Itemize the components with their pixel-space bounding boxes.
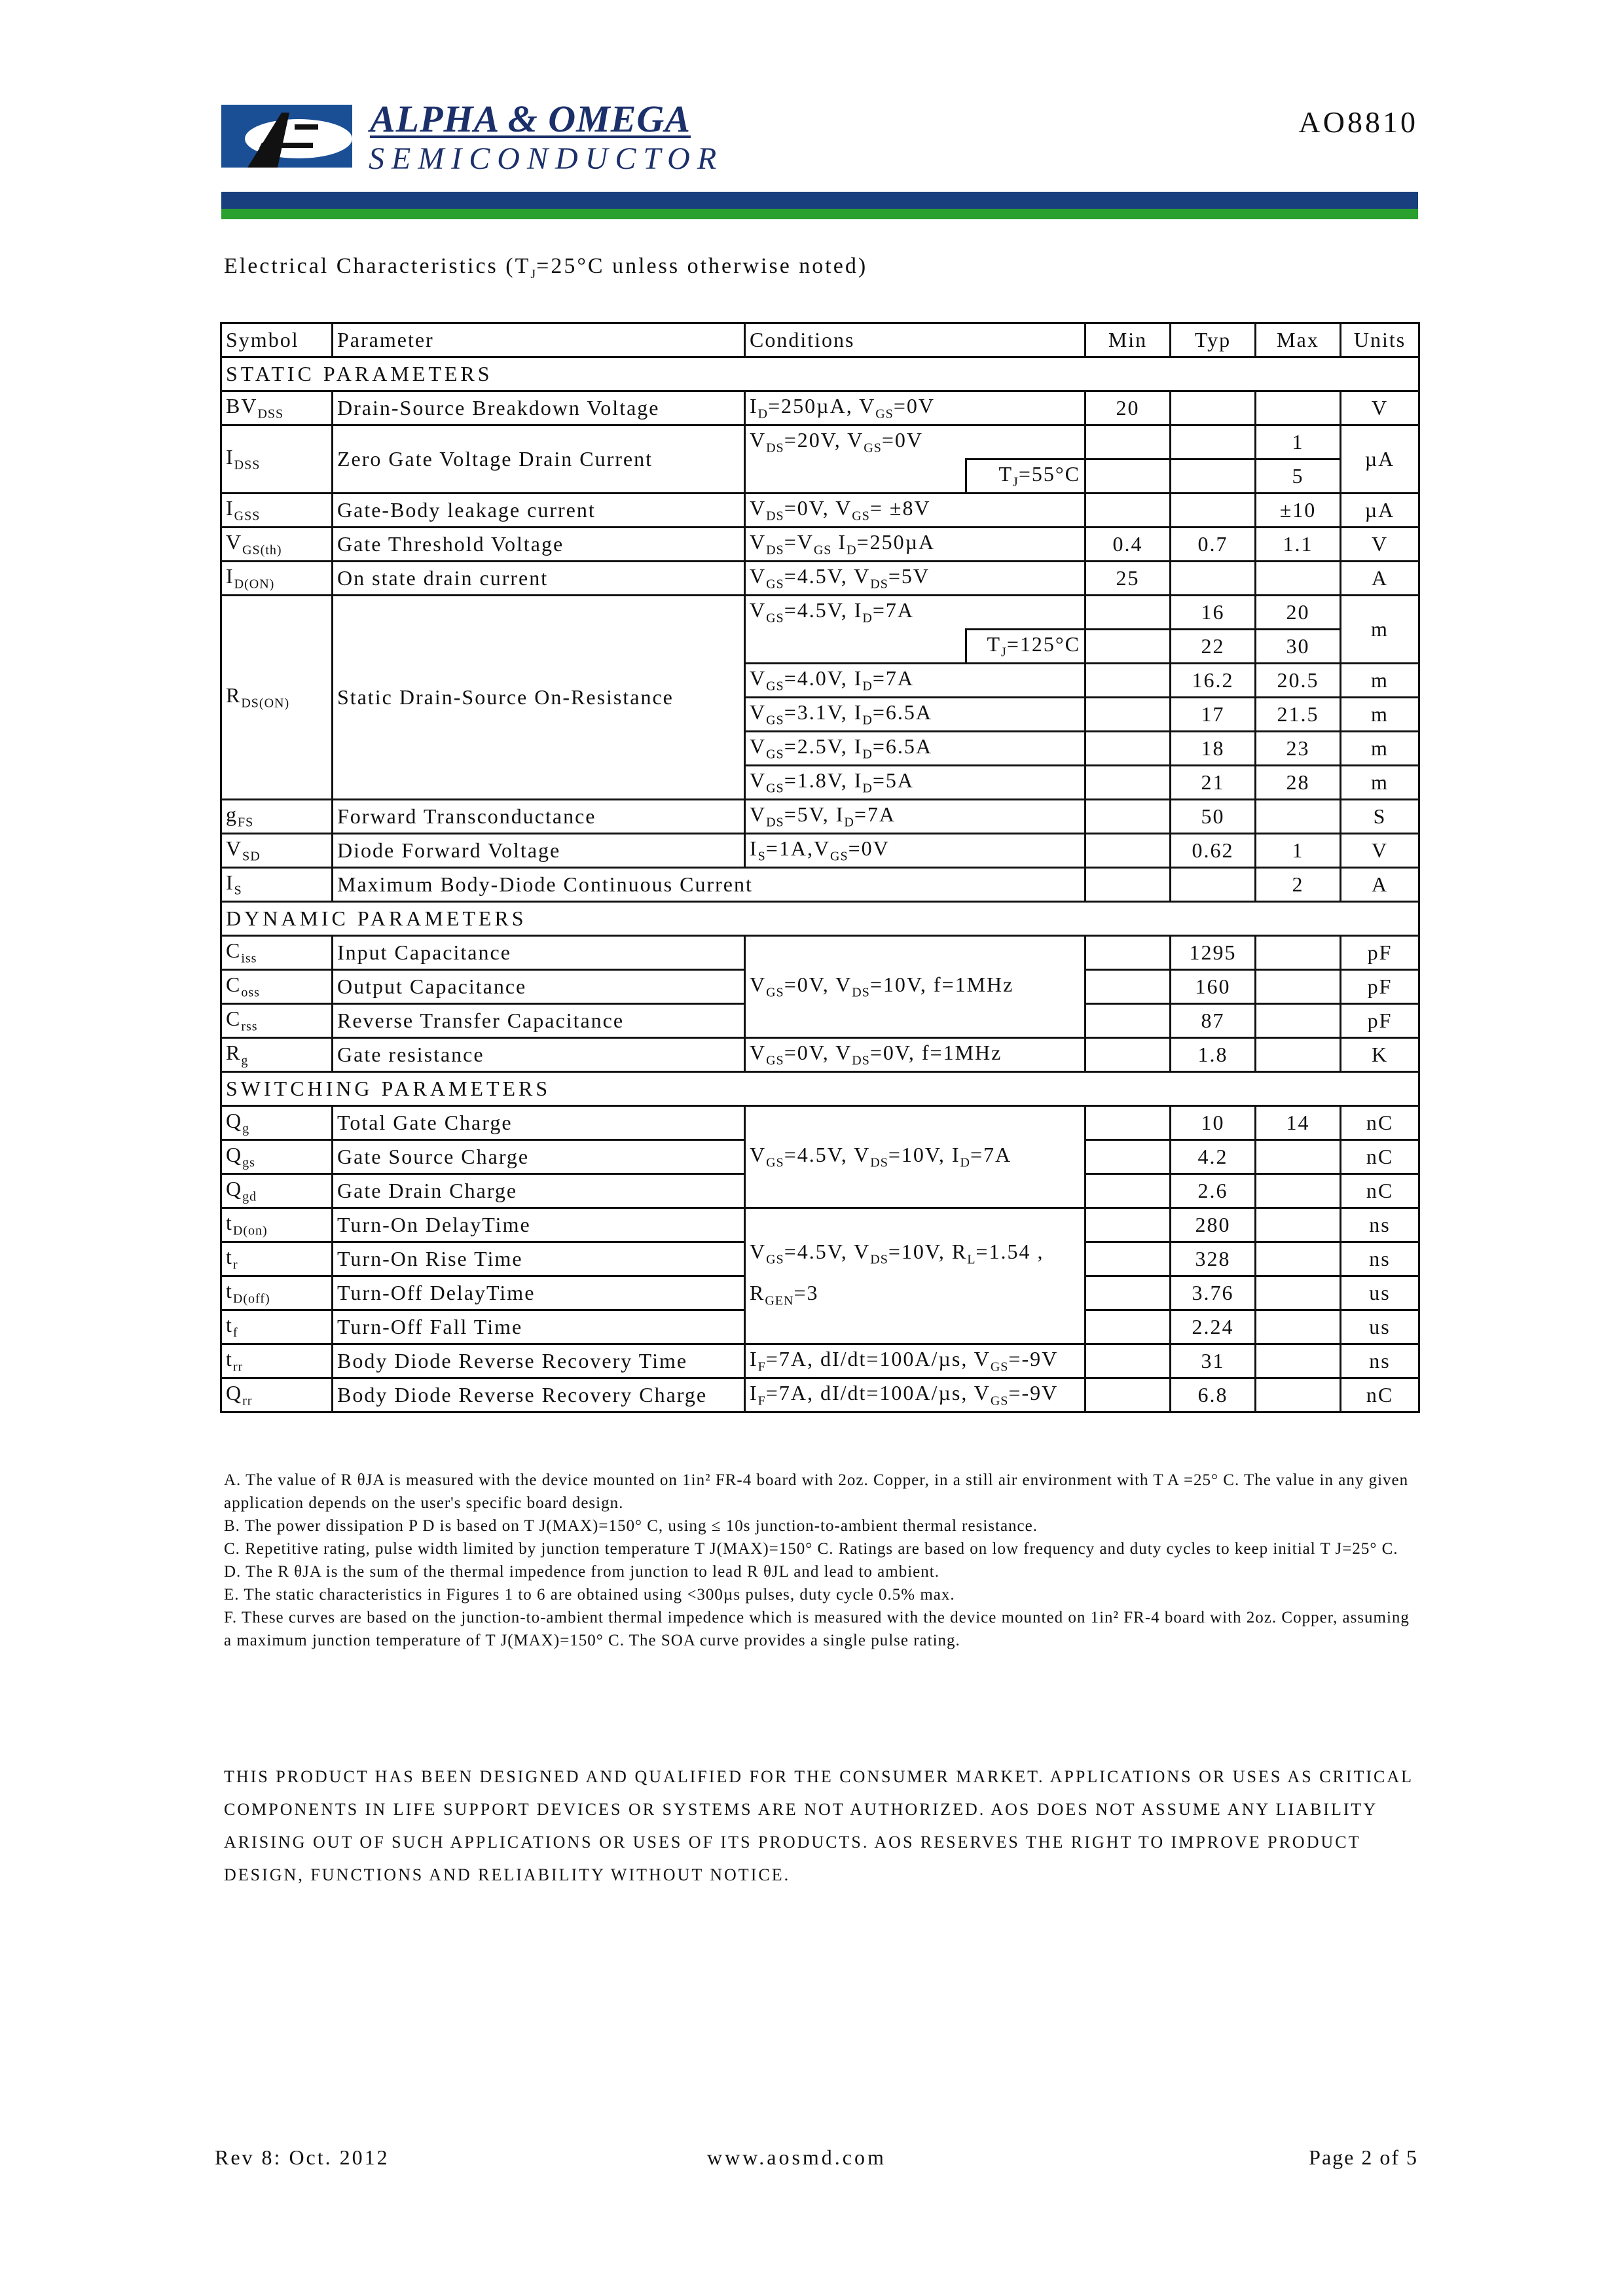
conditions-cell: $V_{GS}=4.5V$, $V_{DS}=10V$, $I_D=7A$ [745,1106,1085,1208]
unit-cell: µA [1341,425,1419,493]
col-header-typ: Typ [1171,323,1256,357]
conditions-cell: $V_{GS}=4.5V$, $V_{DS}=10V$, $R_L=1.54$ , $R_{GEN}=3$ [745,1208,1085,1344]
min-cell [1085,766,1171,800]
typ-cell: 6.8 [1171,1378,1256,1412]
min-cell [1085,1140,1171,1174]
max-cell: 30 [1256,630,1341,664]
col-header-conditions: Conditions [745,323,1085,357]
company-subtitle: SEMICONDUCTOR [369,141,724,176]
unit-cell: A [1341,868,1419,902]
electrical-characteristics-table [220,322,1420,1413]
typ-cell [1171,868,1256,902]
typ-cell [1171,493,1256,528]
table-row [221,1344,1419,1378]
typ-cell: 50 [1171,800,1256,834]
min-cell [1085,1378,1171,1412]
symbol-cell: $t_{D(off)}$ [221,1276,333,1310]
col-header-symbol: Symbol [221,323,333,357]
min-cell [1085,1208,1171,1242]
header-rule-blue [221,192,1418,209]
conditions-cell: $I_F=7A$, dI/dt=100A/µs, $V_{GS}=-9V$ [745,1378,1085,1412]
min-cell [1085,1310,1171,1344]
unit-cell: ns [1341,1344,1419,1378]
company-logo [221,105,352,168]
col-header-parameter: Parameter [333,323,745,357]
unit-cell: m [1341,698,1419,732]
table-row [221,562,1419,596]
max-cell [1256,970,1341,1004]
typ-cell: 2.6 [1171,1174,1256,1208]
symbol-cell: $R_g$ [221,1038,333,1072]
symbol-cell: $t_{rr}$ [221,1344,333,1378]
max-cell: 21.5 [1256,698,1341,732]
max-cell: 14 [1256,1106,1341,1140]
symbol-cell: $I_{DSS}$ [221,425,333,493]
typ-cell: 16.2 [1171,664,1256,698]
typ-cell: 17 [1171,698,1256,732]
typ-cell: 87 [1171,1004,1256,1038]
min-cell [1085,630,1171,664]
logo-mark-icon [221,105,352,168]
company-name: ALPHA & OMEGA [370,98,691,140]
min-cell [1085,425,1171,459]
min-cell [1085,1106,1171,1140]
disclaimer: THIS PRODUCT HAS BEEN DESIGNED AND QUALIFIED FOR THE CONSUMER MARKET. APPLICATIONS OR USES AS CRITICAL COMPONENTS IN LIFE SUPPORT DEVICES OR SYSTEMS ARE NOT AUTHORIZED. AOS DOES NOT ASSUME ANY LIABILITY ARISING OUT OF SUCH APPLICATIONS OR USES OF ITS PRODUCTS. AOS RESERVES THE RIGHT TO IMPROVE PRODUCT DESIGN, FUNCTIONS AND RELIABILITY WITHOUT NOTICE. [224,1767,1413,1884]
typ-cell: 4.2 [1171,1140,1256,1174]
min-cell [1085,698,1171,732]
conditions-spacer [745,459,966,493]
max-cell: 5 [1256,459,1341,493]
symbol-cell: $V_{GS(th)}$ [221,528,333,562]
unit-cell: nC [1341,1174,1419,1208]
conditions-cell: $I_D=250\mu A$, $V_{GS}=0V$ [745,391,1085,425]
max-cell: 28 [1256,766,1341,800]
unit-cell: V [1341,391,1419,425]
conditions-cell: $V_{GS}=4.0V$, $I_D=7A$ [745,664,1085,698]
min-cell [1085,1004,1171,1038]
max-cell: ±10 [1256,493,1341,528]
parameter-cell: Gate resistance [333,1038,745,1072]
table-row [221,425,1419,459]
footnote-f: F. These curves are based on the junction-to-ambient thermal impedence which is measured with the device mounted on 1in² FR-4 board with 2oz. Copper, assuming a maximum junction temperature of T J(MAX)=150° C. The SOA curve provides a single pulse rating. [224,1609,1410,1649]
parameter-cell: Body Diode Reverse Recovery Time [333,1344,745,1378]
footer-page-number: Page 2 of 5 [1309,2145,1418,2169]
parameter-cell: Gate Threshold Voltage [333,528,745,562]
conditions-cell: $V_{GS}=0V$, $V_{DS}=10V$, f=1MHz [745,936,1085,1038]
conditions-cell: $V_{GS}=3.1V$, $I_D=6.5A$ [745,698,1085,732]
unit-cell: pF [1341,1004,1419,1038]
min-cell [1085,732,1171,766]
unit-cell: m [1341,732,1419,766]
unit-cell: ns [1341,1208,1419,1242]
symbol-cell: $t_r$ [221,1242,333,1276]
parameter-cell: Forward Transconductance [333,800,745,834]
max-cell [1256,1378,1341,1412]
max-cell: 2 [1256,868,1341,902]
max-cell [1256,1276,1341,1310]
footnote-c: C. Repetitive rating, pulse width limited by junction temperature T J(MAX)=150° C. Ratings are based on low frequency and duty cycles to keep initial T J=25° C. [224,1540,1398,1558]
conditions-cell: $I_F=7A$, dI/dt=100A/µs, $V_{GS}=-9V$ [745,1344,1085,1378]
section-row-static [221,357,1419,391]
min-cell [1085,868,1171,902]
section-row-dynamic [221,902,1419,936]
parameter-cell: Maximum Body-Diode Continuous Current [333,868,1085,902]
section-title-sub: J [530,266,537,281]
typ-cell: 280 [1171,1208,1256,1242]
parameter-cell: Drain-Source Breakdown Voltage [333,391,745,425]
min-cell [1085,1242,1171,1276]
max-cell [1256,1038,1341,1072]
col-header-min: Min [1085,323,1171,357]
typ-cell: 22 [1171,630,1256,664]
max-cell: 20 [1256,596,1341,630]
symbol-cell: $C_{iss}$ [221,936,333,970]
table-row [221,936,1419,970]
min-cell: 20 [1085,391,1171,425]
footnote-e: E. The static characteristics in Figures 1 to 6 are obtained using <300µs pulses, duty cycle 0.5% max. [224,1586,955,1604]
parameter-cell: Turn-On Rise Time [333,1242,745,1276]
table-header-row [221,323,1419,357]
symbol-cell: $I_{GSS}$ [221,493,333,528]
typ-cell: 31 [1171,1344,1256,1378]
typ-cell: 0.62 [1171,834,1256,868]
part-number: AO8810 [1298,105,1418,139]
symbol-cell: $t_{D(on)}$ [221,1208,333,1242]
symbol-cell: $BV_{DSS}$ [221,391,333,425]
parameter-cell: Static Drain-Source On-Resistance [333,596,745,800]
parameter-cell: Body Diode Reverse Recovery Charge [333,1378,745,1412]
symbol-cell: $I_{D(ON)}$ [221,562,333,596]
table-row [221,528,1419,562]
typ-cell: 3.76 [1171,1276,1256,1310]
symbol-cell: $Q_{gd}$ [221,1174,333,1208]
footnote-a: A. The value of R θJA is measured with the device mounted on 1in² FR-4 board with 2oz. Copper, in a still air environment with T A =25° C. The value in any given application depends on the user's specific board design. [224,1471,1409,1512]
header-rule-green [221,209,1418,219]
section-label-switching: SWITCHING PARAMETERS [221,1072,1419,1106]
min-cell [1085,1276,1171,1310]
min-cell [1085,596,1171,630]
parameter-cell: On state drain current [333,562,745,596]
unit-cell: us [1341,1276,1419,1310]
symbol-cell: $Q_g$ [221,1106,333,1140]
unit-cell: S [1341,800,1419,834]
parameter-cell: Reverse Transfer Capacitance [333,1004,745,1038]
symbol-cell: $t_f$ [221,1310,333,1344]
typ-cell: 1.8 [1171,1038,1256,1072]
typ-cell: 18 [1171,732,1256,766]
parameter-cell: Gate Drain Charge [333,1174,745,1208]
unit-cell: V [1341,528,1419,562]
typ-cell: 10 [1171,1106,1256,1140]
max-cell [1256,1174,1341,1208]
symbol-cell: $I_S$ [221,868,333,902]
table-row [221,1038,1419,1072]
unit-cell: pF [1341,970,1419,1004]
symbol-cell: $C_{oss}$ [221,970,333,1004]
typ-cell: 2.24 [1171,1310,1256,1344]
min-cell [1085,664,1171,698]
table-row [221,1208,1419,1242]
min-cell [1085,1174,1171,1208]
typ-cell: 21 [1171,766,1256,800]
conditions-cell: $I_S=1A,V_{GS}=0V$ [745,834,1085,868]
min-cell [1085,834,1171,868]
conditions-sub-cell: $T_J=55^\circ C$ [966,459,1085,493]
parameter-cell: Zero Gate Voltage Drain Current [333,425,745,493]
footnote-b: B. The power dissipation P D is based on T J(MAX)=150° C, using ≤ 10s junction-to-ambient thermal resistance. [224,1517,1038,1535]
typ-cell [1171,459,1256,493]
unit-cell: nC [1341,1106,1419,1140]
conditions-cell: $V_{DS}=20V$, $V_{GS}=0V$ [745,425,1085,459]
conditions-cell: $V_{GS}=4.5V$, $I_D=7A$ [745,596,1085,630]
max-cell [1256,800,1341,834]
min-cell [1085,1038,1171,1072]
max-cell [1256,562,1341,596]
conditions-cell: $V_{GS}=1.8V$, $I_D=5A$ [745,766,1085,800]
section-row-switching [221,1072,1419,1106]
max-cell: 1 [1256,834,1341,868]
typ-cell [1171,562,1256,596]
parameter-cell: Output Capacitance [333,970,745,1004]
parameter-cell: Turn-Off Fall Time [333,1310,745,1344]
unit-cell: m [1341,766,1419,800]
max-cell [1256,936,1341,970]
max-cell [1256,1208,1341,1242]
parameter-cell: Turn-Off DelayTime [333,1276,745,1310]
section-label-dynamic: DYNAMIC PARAMETERS [221,902,1419,936]
max-cell [1256,1344,1341,1378]
table-row [221,800,1419,834]
table-row [221,834,1419,868]
max-cell [1256,1242,1341,1276]
unit-cell: µA [1341,493,1419,528]
typ-cell [1171,425,1256,459]
min-cell: 25 [1085,562,1171,596]
table-row [221,391,1419,425]
max-cell: 23 [1256,732,1341,766]
unit-cell: pF [1341,936,1419,970]
unit-cell: A [1341,562,1419,596]
parameter-cell: Gate Source Charge [333,1140,745,1174]
parameter-cell: Diode Forward Voltage [333,834,745,868]
symbol-cell: $C_{rss}$ [221,1004,333,1038]
footer-website-link[interactable]: www.aosmd.com [707,2145,886,2169]
typ-cell: 0.7 [1171,528,1256,562]
symbol-cell: $V_{SD}$ [221,834,333,868]
conditions-cell: $V_{DS}=5V$, $I_D=7A$ [745,800,1085,834]
typ-cell: 160 [1171,970,1256,1004]
max-cell [1256,1310,1341,1344]
unit-cell: m [1341,664,1419,698]
min-cell [1085,459,1171,493]
table-row [221,596,1419,630]
conditions-cell: $V_{GS}=2.5V$, $I_D=6.5A$ [745,732,1085,766]
unit-cell: nC [1341,1378,1419,1412]
parameter-cell: Total Gate Charge [333,1106,745,1140]
symbol-cell: $g_{FS}$ [221,800,333,834]
max-cell: 1.1 [1256,528,1341,562]
typ-cell: 328 [1171,1242,1256,1276]
parameter-cell: Input Capacitance [333,936,745,970]
unit-cell: m [1341,596,1419,664]
conditions-cell: $V_{DS}=0V$, $V_{GS}= \pm 8V$ [745,493,1085,528]
table-row [221,1378,1419,1412]
section-label-static: STATIC PARAMETERS [221,357,1419,391]
unit-cell: nC [1341,1140,1419,1174]
conditions-cell: $V_{GS}=4.5V$, $V_{DS}=5V$ [745,562,1085,596]
symbol-cell: $R_{DS(ON)}$ [221,596,333,800]
min-cell: 0.4 [1085,528,1171,562]
section-title [224,254,867,282]
max-cell: 20.5 [1256,664,1341,698]
unit-cell: V [1341,834,1419,868]
typ-cell: 1295 [1171,936,1256,970]
symbol-cell: $Q_{gs}$ [221,1140,333,1174]
conditions-spacer [745,630,966,664]
max-cell: 1 [1256,425,1341,459]
col-header-max: Max [1256,323,1341,357]
table-row [221,493,1419,528]
parameter-cell: Turn-On DelayTime [333,1208,745,1242]
unit-cell: K [1341,1038,1419,1072]
max-cell [1256,1004,1341,1038]
footnote-d: D. The R θJA is the sum of the thermal impedence from junction to lead R θJL and lead to ambient. [224,1563,939,1581]
table-row [221,868,1419,902]
min-cell [1085,800,1171,834]
conditions-cell: $V_{DS}=V_{GS}$ $I_D=250\mu A$ [745,528,1085,562]
col-header-units: Units [1341,323,1419,357]
min-cell [1085,936,1171,970]
table-row [221,1106,1419,1140]
max-cell [1256,391,1341,425]
max-cell [1256,1140,1341,1174]
unit-cell: ns [1341,1242,1419,1276]
unit-cell: us [1341,1310,1419,1344]
typ-cell: 16 [1171,596,1256,630]
typ-cell [1171,391,1256,425]
min-cell [1085,1344,1171,1378]
conditions-cell: $V_{GS}=0V$, $V_{DS}=0V$, f=1MHz [745,1038,1085,1072]
footer-revision: Rev 8: Oct. 2012 [215,2145,390,2169]
footnotes [224,1469,1422,1652]
symbol-cell: $Q_{rr}$ [221,1378,333,1412]
min-cell [1085,493,1171,528]
section-title-rest: =25°C unless otherwise noted) [536,254,868,278]
parameter-cell: Gate-Body leakage current [333,493,745,528]
conditions-sub-cell: $T_J=125^\circ C$ [966,630,1085,664]
section-title-text: Electrical Characteristics (T [224,254,531,278]
min-cell [1085,970,1171,1004]
